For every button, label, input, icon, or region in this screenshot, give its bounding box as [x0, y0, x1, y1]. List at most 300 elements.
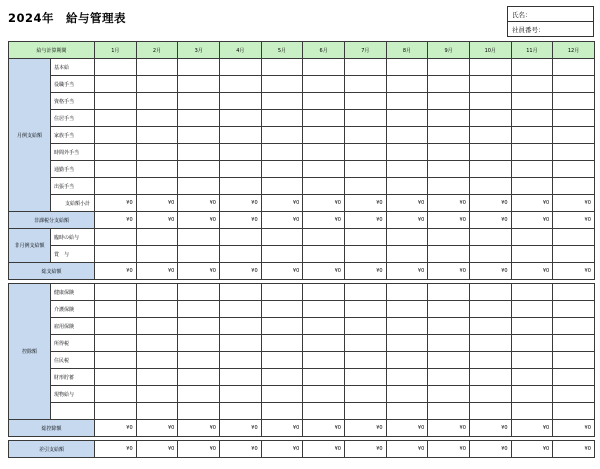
input-cell[interactable] — [136, 178, 178, 195]
input-cell[interactable] — [553, 246, 595, 263]
amount-cell[interactable]: ¥0 — [303, 420, 345, 437]
input-cell[interactable] — [386, 318, 428, 335]
name-field[interactable]: 氏名： — [508, 7, 594, 22]
summary-label: 総支給額 — [9, 263, 95, 280]
input-cell[interactable] — [178, 386, 220, 403]
input-cell[interactable] — [136, 369, 178, 386]
input-cell[interactable] — [553, 318, 595, 335]
input-cell[interactable] — [511, 178, 553, 195]
input-cell[interactable] — [219, 335, 261, 352]
amount-cell[interactable]: ¥0 — [428, 441, 470, 458]
input-cell[interactable] — [261, 144, 303, 161]
input-cell[interactable] — [95, 386, 137, 403]
input-cell[interactable] — [219, 93, 261, 110]
amount-cell[interactable]: ¥0 — [553, 441, 595, 458]
amount-cell[interactable]: ¥0 — [344, 420, 386, 437]
input-cell[interactable] — [344, 301, 386, 318]
input-cell[interactable] — [428, 335, 470, 352]
input-cell[interactable] — [219, 229, 261, 246]
input-cell[interactable] — [136, 127, 178, 144]
input-cell[interactable] — [344, 386, 386, 403]
table-row — [9, 178, 595, 195]
input-cell[interactable] — [344, 161, 386, 178]
period-header: 給与計算期間 — [9, 42, 95, 59]
input-cell[interactable] — [303, 335, 345, 352]
amount-cell[interactable]: ¥0 — [511, 195, 553, 212]
input-cell[interactable] — [511, 161, 553, 178]
amount-cell[interactable]: ¥0 — [428, 263, 470, 280]
title-name: 給与管理表 — [66, 11, 127, 25]
input-cell[interactable] — [386, 246, 428, 263]
amount-cell[interactable]: ¥0 — [303, 195, 345, 212]
amount-cell[interactable]: ¥0 — [344, 441, 386, 458]
input-cell[interactable] — [511, 229, 553, 246]
input-cell[interactable] — [553, 144, 595, 161]
input-cell[interactable] — [553, 301, 595, 318]
input-cell[interactable] — [178, 246, 220, 263]
item-label: 基本給 — [51, 59, 95, 76]
input-cell[interactable] — [386, 386, 428, 403]
input-cell[interactable] — [511, 301, 553, 318]
input-cell[interactable] — [303, 127, 345, 144]
input-cell[interactable] — [553, 127, 595, 144]
amount-cell[interactable]: ¥0 — [386, 441, 428, 458]
input-cell[interactable] — [303, 352, 345, 369]
input-cell[interactable] — [511, 76, 553, 93]
input-cell[interactable] — [511, 352, 553, 369]
input-cell[interactable] — [553, 178, 595, 195]
input-cell[interactable] — [469, 403, 511, 420]
input-cell[interactable] — [428, 144, 470, 161]
input-cell[interactable] — [136, 229, 178, 246]
input-cell[interactable] — [553, 369, 595, 386]
input-cell[interactable] — [178, 127, 220, 144]
input-cell[interactable] — [386, 335, 428, 352]
input-cell[interactable] — [178, 335, 220, 352]
input-cell[interactable] — [428, 369, 470, 386]
input-cell[interactable] — [95, 284, 137, 301]
input-cell[interactable] — [219, 59, 261, 76]
payroll-table — [8, 41, 595, 458]
table-row — [9, 369, 595, 386]
input-cell[interactable] — [303, 93, 345, 110]
amount-cell[interactable]: ¥0 — [178, 420, 220, 437]
input-cell[interactable] — [344, 229, 386, 246]
input-cell[interactable] — [469, 161, 511, 178]
input-cell[interactable] — [178, 301, 220, 318]
table-row — [9, 301, 595, 318]
input-cell[interactable] — [428, 76, 470, 93]
month-header: 9月 — [428, 42, 470, 59]
input-cell[interactable] — [428, 301, 470, 318]
amount-cell[interactable]: ¥0 — [219, 441, 261, 458]
month-header: 8月 — [386, 42, 428, 59]
input-cell[interactable] — [303, 403, 345, 420]
amount-cell[interactable]: ¥0 — [469, 195, 511, 212]
input-cell[interactable] — [303, 318, 345, 335]
input-cell[interactable] — [344, 178, 386, 195]
input-cell[interactable] — [95, 110, 137, 127]
amount-cell[interactable]: ¥0 — [386, 212, 428, 229]
input-cell[interactable] — [95, 301, 137, 318]
amount-cell[interactable]: ¥0 — [553, 263, 595, 280]
input-cell[interactable] — [386, 301, 428, 318]
amount-cell[interactable]: ¥0 — [219, 420, 261, 437]
input-cell[interactable] — [428, 386, 470, 403]
amount-cell[interactable]: ¥0 — [136, 263, 178, 280]
input-cell[interactable] — [303, 110, 345, 127]
input-cell[interactable] — [553, 403, 595, 420]
input-cell[interactable] — [136, 246, 178, 263]
item-label: 役職手当 — [51, 76, 95, 93]
input-cell[interactable] — [344, 335, 386, 352]
input-cell[interactable] — [178, 352, 220, 369]
input-cell[interactable] — [261, 318, 303, 335]
input-cell[interactable] — [428, 284, 470, 301]
input-cell[interactable] — [95, 369, 137, 386]
amount-cell[interactable]: ¥0 — [136, 441, 178, 458]
amount-cell[interactable]: ¥0 — [136, 420, 178, 437]
input-cell[interactable] — [261, 110, 303, 127]
input-cell[interactable] — [219, 301, 261, 318]
input-cell[interactable] — [469, 76, 511, 93]
input-cell[interactable] — [386, 127, 428, 144]
input-cell[interactable] — [469, 335, 511, 352]
input-cell[interactable] — [261, 335, 303, 352]
table-row — [9, 127, 595, 144]
input-cell[interactable] — [553, 284, 595, 301]
amount-cell[interactable]: ¥0 — [553, 420, 595, 437]
input-cell[interactable] — [428, 161, 470, 178]
input-cell[interactable] — [261, 352, 303, 369]
month-header: 7月 — [344, 42, 386, 59]
input-cell[interactable] — [136, 59, 178, 76]
input-cell[interactable] — [178, 178, 220, 195]
input-cell[interactable] — [219, 178, 261, 195]
input-cell[interactable] — [553, 161, 595, 178]
input-cell[interactable] — [469, 229, 511, 246]
input-cell[interactable] — [261, 403, 303, 420]
amount-cell[interactable]: ¥0 — [95, 195, 137, 212]
input-cell[interactable] — [386, 284, 428, 301]
input-cell[interactable] — [95, 335, 137, 352]
input-cell[interactable] — [303, 76, 345, 93]
input-cell[interactable] — [344, 318, 386, 335]
input-cell[interactable] — [303, 301, 345, 318]
amount-cell[interactable]: ¥0 — [386, 420, 428, 437]
input-cell[interactable] — [261, 59, 303, 76]
input-cell[interactable] — [219, 110, 261, 127]
amount-cell[interactable]: ¥0 — [344, 263, 386, 280]
input-cell[interactable] — [303, 178, 345, 195]
input-cell[interactable] — [95, 352, 137, 369]
input-cell[interactable] — [386, 59, 428, 76]
input-cell[interactable] — [136, 284, 178, 301]
input-cell[interactable] — [344, 144, 386, 161]
amount-cell[interactable]: ¥0 — [303, 212, 345, 229]
amount-cell[interactable]: ¥0 — [261, 263, 303, 280]
input-cell[interactable] — [344, 127, 386, 144]
input-cell[interactable] — [178, 144, 220, 161]
input-cell[interactable] — [261, 161, 303, 178]
input-cell[interactable] — [469, 127, 511, 144]
input-cell[interactable] — [386, 110, 428, 127]
amount-cell[interactable]: ¥0 — [469, 420, 511, 437]
input-cell[interactable] — [386, 161, 428, 178]
input-cell[interactable] — [95, 127, 137, 144]
input-cell[interactable] — [386, 369, 428, 386]
input-cell[interactable] — [386, 93, 428, 110]
title-year: 2024年 — [8, 11, 55, 25]
amount-cell[interactable]: ¥0 — [553, 195, 595, 212]
input-cell[interactable] — [136, 110, 178, 127]
input-cell[interactable] — [178, 59, 220, 76]
amount-cell[interactable]: ¥0 — [219, 263, 261, 280]
input-cell[interactable] — [136, 335, 178, 352]
input-cell[interactable] — [136, 318, 178, 335]
amount-cell[interactable]: ¥0 — [178, 441, 220, 458]
input-cell[interactable] — [303, 386, 345, 403]
input-cell[interactable] — [95, 161, 137, 178]
table-row — [9, 352, 595, 369]
amount-cell[interactable]: ¥0 — [95, 441, 137, 458]
table-row — [9, 403, 595, 420]
input-cell[interactable] — [303, 161, 345, 178]
input-cell[interactable] — [469, 178, 511, 195]
input-cell[interactable] — [219, 352, 261, 369]
input-cell[interactable] — [553, 352, 595, 369]
input-cell[interactable] — [219, 386, 261, 403]
input-cell[interactable] — [553, 386, 595, 403]
amount-cell[interactable]: ¥0 — [303, 263, 345, 280]
input-cell[interactable] — [136, 76, 178, 93]
input-cell[interactable] — [303, 229, 345, 246]
amount-cell[interactable]: ¥0 — [178, 212, 220, 229]
input-cell[interactable] — [136, 93, 178, 110]
input-cell[interactable] — [511, 127, 553, 144]
input-cell[interactable] — [261, 229, 303, 246]
input-cell[interactable] — [344, 352, 386, 369]
input-cell[interactable] — [261, 284, 303, 301]
input-cell[interactable] — [219, 161, 261, 178]
subtotal-label: 支給額小計 — [51, 195, 95, 212]
input-cell[interactable] — [261, 76, 303, 93]
input-cell[interactable] — [386, 76, 428, 93]
amount-cell[interactable]: ¥0 — [511, 420, 553, 437]
amount-cell[interactable]: ¥0 — [261, 420, 303, 437]
input-cell[interactable] — [136, 352, 178, 369]
input-cell[interactable] — [553, 110, 595, 127]
input-cell[interactable] — [511, 246, 553, 263]
input-cell[interactable] — [469, 352, 511, 369]
amount-cell[interactable]: ¥0 — [261, 441, 303, 458]
input-cell[interactable] — [469, 369, 511, 386]
input-cell[interactable] — [386, 352, 428, 369]
input-cell[interactable] — [344, 93, 386, 110]
amount-cell[interactable]: ¥0 — [428, 420, 470, 437]
input-cell[interactable] — [95, 144, 137, 161]
input-cell[interactable] — [95, 403, 137, 420]
amount-cell[interactable]: ¥0 — [428, 212, 470, 229]
amount-cell[interactable]: ¥0 — [511, 263, 553, 280]
amount-cell[interactable]: ¥0 — [178, 195, 220, 212]
input-cell[interactable] — [261, 386, 303, 403]
input-cell[interactable] — [136, 144, 178, 161]
amount-cell[interactable]: ¥0 — [95, 420, 137, 437]
input-cell[interactable] — [386, 229, 428, 246]
table-row — [9, 420, 595, 437]
input-cell[interactable] — [511, 144, 553, 161]
input-cell[interactable] — [511, 318, 553, 335]
amount-cell[interactable]: ¥0 — [95, 263, 137, 280]
input-cell[interactable] — [344, 403, 386, 420]
input-cell[interactable] — [428, 110, 470, 127]
input-cell[interactable] — [469, 318, 511, 335]
input-cell[interactable] — [469, 284, 511, 301]
input-cell[interactable] — [386, 403, 428, 420]
amount-cell[interactable]: ¥0 — [469, 441, 511, 458]
input-cell[interactable] — [178, 76, 220, 93]
input-cell[interactable] — [428, 127, 470, 144]
input-cell[interactable] — [303, 59, 345, 76]
input-cell[interactable] — [511, 369, 553, 386]
input-cell[interactable] — [553, 59, 595, 76]
input-cell[interactable] — [469, 144, 511, 161]
input-cell[interactable] — [261, 93, 303, 110]
input-cell[interactable] — [178, 369, 220, 386]
input-cell[interactable] — [178, 110, 220, 127]
item-label: 賞 与 — [51, 246, 95, 263]
input-cell[interactable] — [511, 335, 553, 352]
input-cell[interactable] — [219, 127, 261, 144]
item-label: 健康保険 — [51, 284, 95, 301]
input-cell[interactable] — [303, 144, 345, 161]
input-cell[interactable] — [178, 403, 220, 420]
amount-cell[interactable]: ¥0 — [95, 212, 137, 229]
amount-cell[interactable]: ¥0 — [511, 441, 553, 458]
month-header: 6月 — [303, 42, 345, 59]
input-cell[interactable] — [178, 229, 220, 246]
amount-cell[interactable]: ¥0 — [469, 212, 511, 229]
input-cell[interactable] — [553, 93, 595, 110]
amount-cell[interactable]: ¥0 — [178, 263, 220, 280]
input-cell[interactable] — [511, 93, 553, 110]
input-cell[interactable] — [344, 369, 386, 386]
input-cell[interactable] — [344, 76, 386, 93]
employee-number-field[interactable]: 社員番号： — [508, 22, 594, 37]
input-cell[interactable] — [344, 110, 386, 127]
input-cell[interactable] — [511, 110, 553, 127]
input-cell[interactable] — [219, 318, 261, 335]
input-cell[interactable] — [428, 403, 470, 420]
input-cell[interactable] — [428, 246, 470, 263]
input-cell[interactable] — [386, 178, 428, 195]
input-cell[interactable] — [95, 76, 137, 93]
input-cell[interactable] — [511, 403, 553, 420]
input-cell[interactable] — [428, 352, 470, 369]
input-cell[interactable] — [469, 110, 511, 127]
amount-cell[interactable]: ¥0 — [469, 263, 511, 280]
input-cell[interactable] — [136, 403, 178, 420]
amount-cell[interactable]: ¥0 — [261, 195, 303, 212]
input-cell[interactable] — [219, 144, 261, 161]
input-cell[interactable] — [511, 59, 553, 76]
input-cell[interactable] — [95, 246, 137, 263]
input-cell[interactable] — [95, 229, 137, 246]
input-cell[interactable] — [95, 178, 137, 195]
input-cell[interactable] — [219, 369, 261, 386]
input-cell[interactable] — [303, 369, 345, 386]
input-cell[interactable] — [178, 161, 220, 178]
amount-cell[interactable]: ¥0 — [219, 195, 261, 212]
input-cell[interactable] — [553, 229, 595, 246]
input-cell[interactable] — [469, 301, 511, 318]
input-cell[interactable] — [261, 369, 303, 386]
input-cell[interactable] — [178, 284, 220, 301]
amount-cell[interactable]: ¥0 — [553, 212, 595, 229]
input-cell[interactable] — [136, 301, 178, 318]
input-cell[interactable] — [219, 403, 261, 420]
input-cell[interactable] — [219, 246, 261, 263]
input-cell[interactable] — [469, 93, 511, 110]
input-cell[interactable] — [428, 93, 470, 110]
input-cell[interactable] — [95, 93, 137, 110]
input-cell[interactable] — [344, 59, 386, 76]
input-cell[interactable] — [136, 161, 178, 178]
input-cell[interactable] — [178, 93, 220, 110]
input-cell[interactable] — [219, 284, 261, 301]
input-cell[interactable] — [95, 59, 137, 76]
input-cell[interactable] — [344, 284, 386, 301]
item-label: 所得税 — [51, 335, 95, 352]
amount-cell[interactable]: ¥0 — [219, 212, 261, 229]
input-cell[interactable] — [261, 127, 303, 144]
input-cell[interactable] — [553, 76, 595, 93]
input-cell[interactable] — [178, 318, 220, 335]
input-cell[interactable] — [469, 386, 511, 403]
input-cell[interactable] — [303, 284, 345, 301]
input-cell[interactable] — [428, 59, 470, 76]
amount-cell[interactable]: ¥0 — [136, 212, 178, 229]
input-cell[interactable] — [95, 318, 137, 335]
input-cell[interactable] — [219, 76, 261, 93]
amount-cell[interactable]: ¥0 — [136, 195, 178, 212]
input-cell[interactable] — [469, 59, 511, 76]
input-cell[interactable] — [261, 301, 303, 318]
amount-cell[interactable]: ¥0 — [511, 212, 553, 229]
input-cell[interactable] — [428, 178, 470, 195]
amount-cell[interactable]: ¥0 — [261, 212, 303, 229]
amount-cell[interactable]: ¥0 — [386, 195, 428, 212]
input-cell[interactable] — [303, 246, 345, 263]
input-cell[interactable] — [261, 246, 303, 263]
input-cell[interactable] — [261, 178, 303, 195]
amount-cell[interactable]: ¥0 — [386, 263, 428, 280]
input-cell[interactable] — [511, 284, 553, 301]
input-cell[interactable] — [344, 246, 386, 263]
input-cell[interactable] — [386, 144, 428, 161]
input-cell[interactable] — [469, 246, 511, 263]
input-cell[interactable] — [428, 318, 470, 335]
amount-cell[interactable]: ¥0 — [344, 212, 386, 229]
amount-cell[interactable]: ¥0 — [428, 195, 470, 212]
input-cell[interactable] — [553, 335, 595, 352]
amount-cell[interactable]: ¥0 — [303, 441, 345, 458]
amount-cell[interactable]: ¥0 — [344, 195, 386, 212]
input-cell[interactable] — [511, 386, 553, 403]
input-cell[interactable] — [136, 386, 178, 403]
input-cell[interactable] — [428, 229, 470, 246]
